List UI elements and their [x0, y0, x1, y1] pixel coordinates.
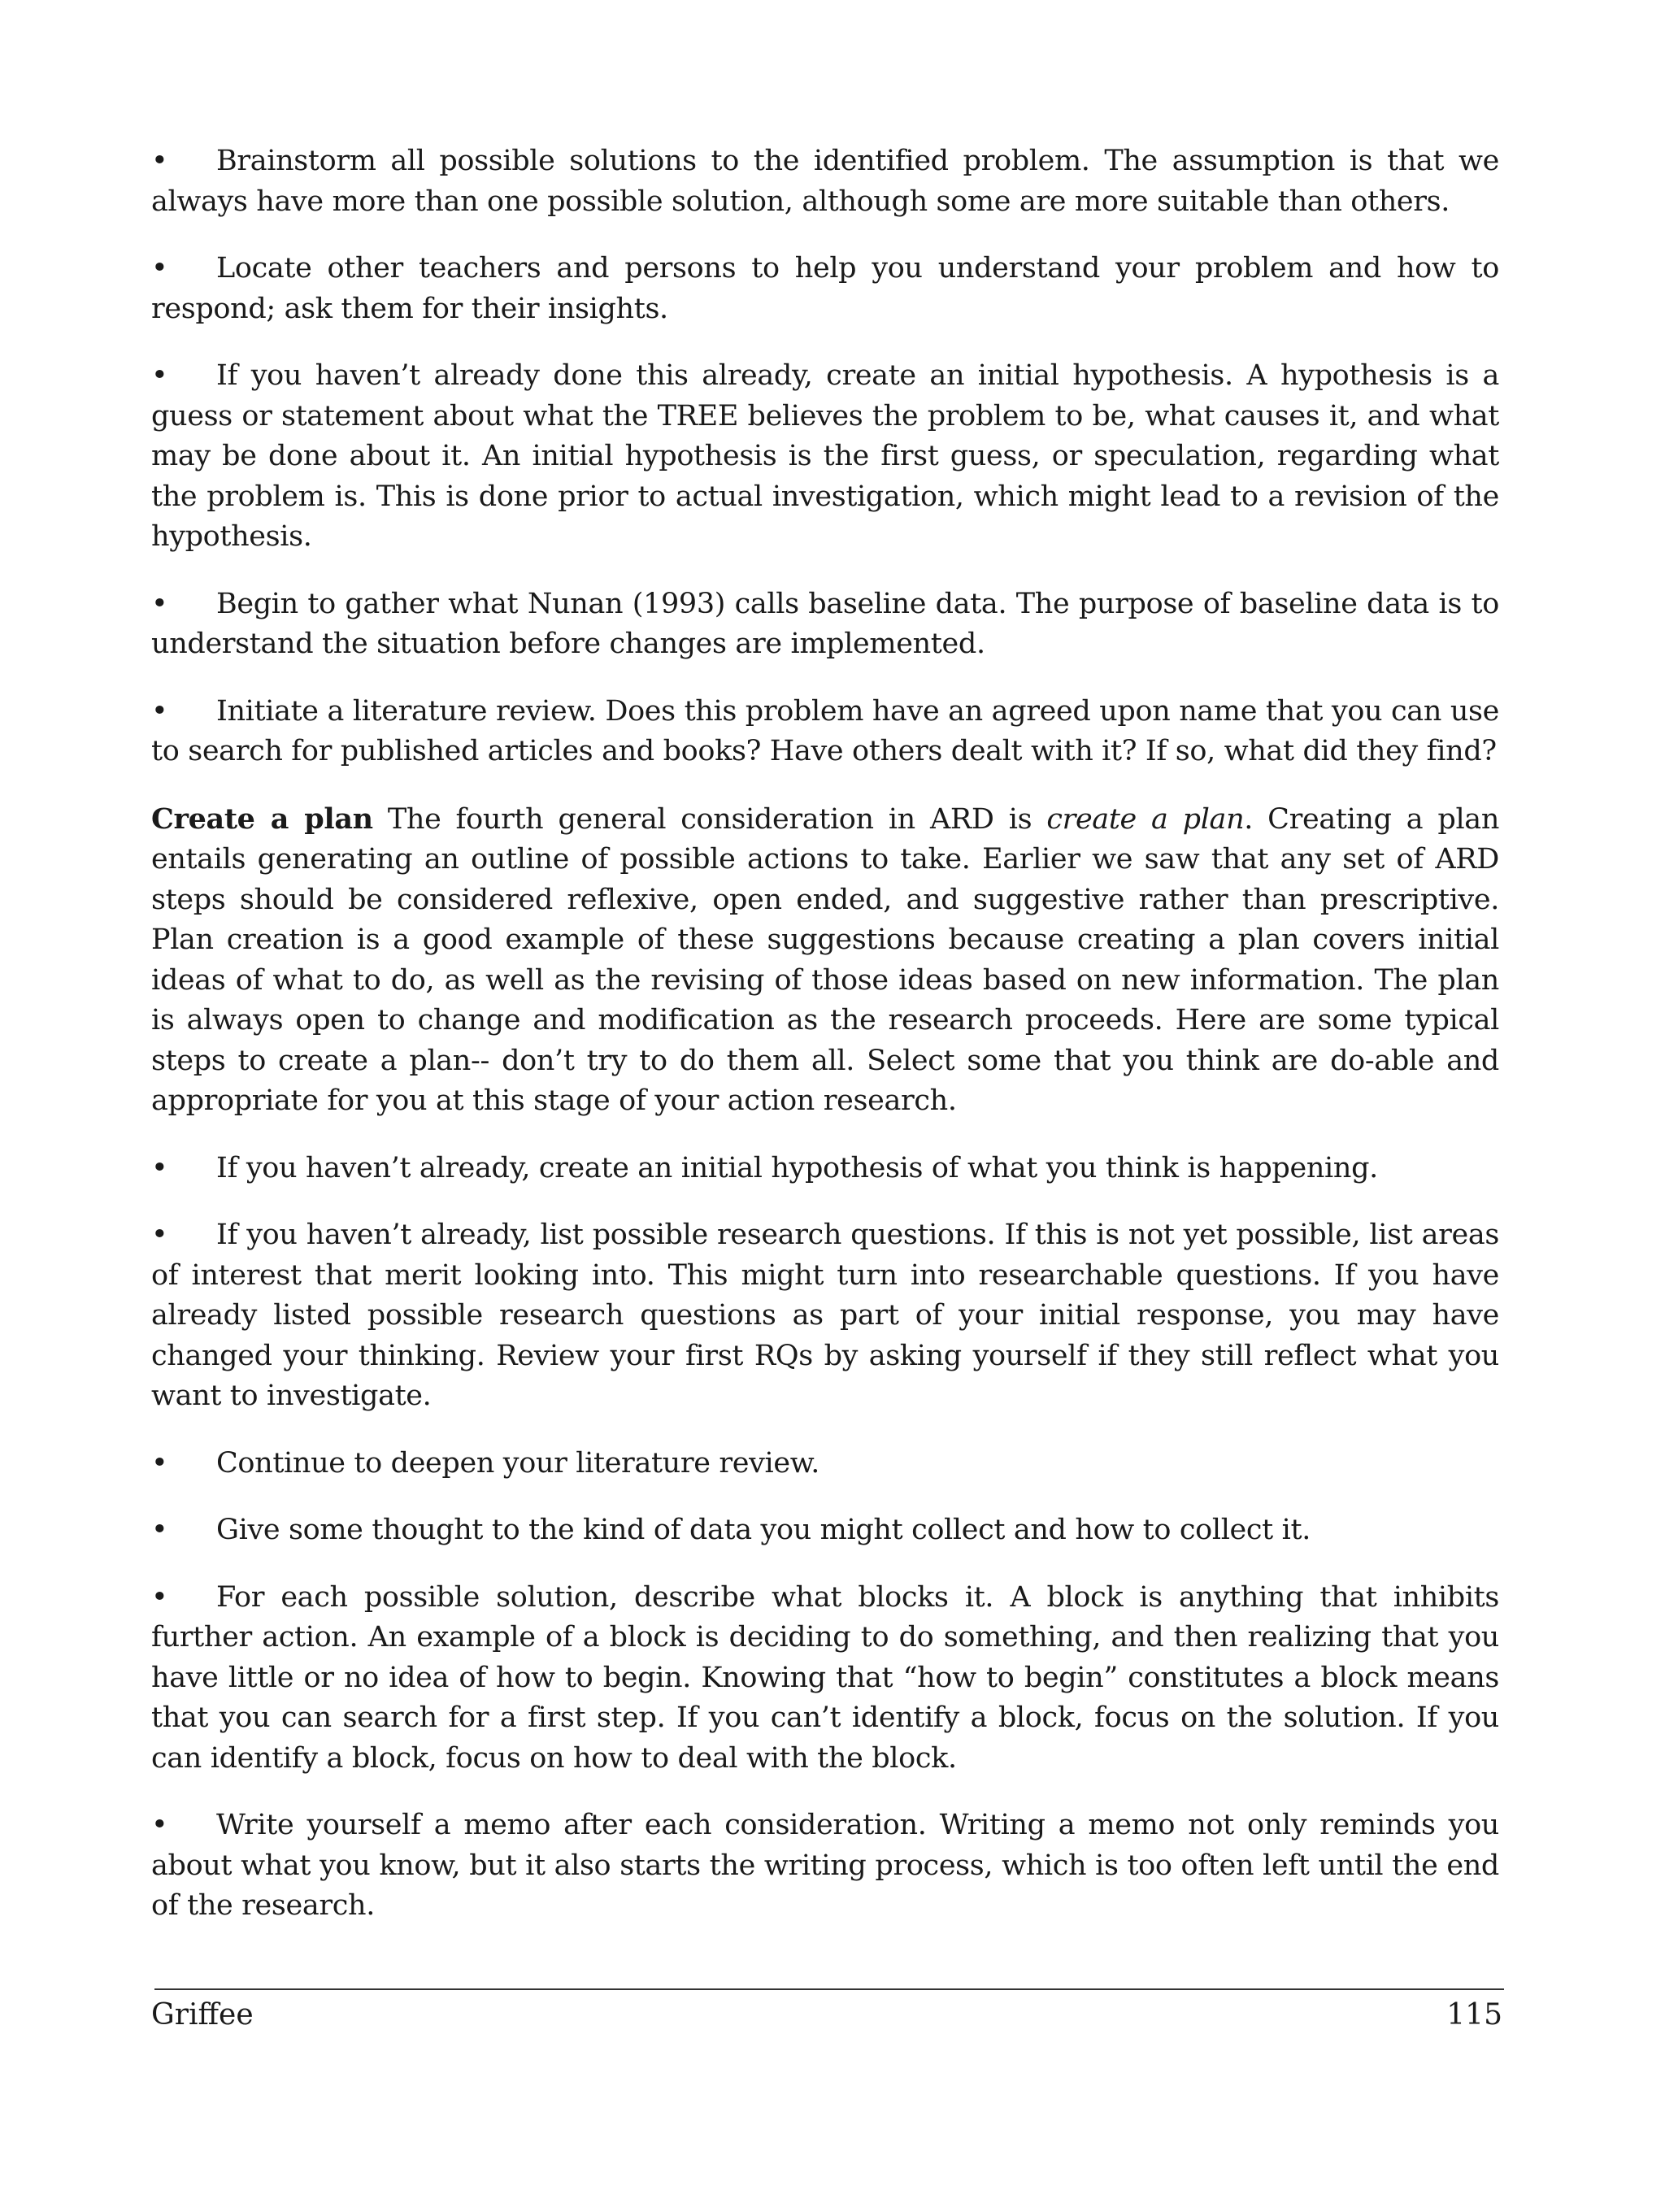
- list-item-text: Begin to gather what Nunan (1993) calls baseline data. The purpose of baseline data is to understand the situation before changes are implemented.: [151, 587, 1499, 660]
- italic-term: create a plan: [1046, 802, 1245, 836]
- list-item-text: Initiate a literature review. Does this problem have an agreed upon name that you can use to search for published articles and books? Have others dealt with it? If so, what did they find?: [151, 694, 1499, 767]
- list-item-text: Write yourself a memo after each consideration. Writing a memo not only reminds you about what you know, but it also starts the writing process, which is too often left until the end of the research.: [151, 1809, 1499, 1922]
- list-item: [151, 585, 1499, 665]
- bullet-icon: •: [151, 694, 168, 728]
- list-item: [151, 1806, 1499, 1927]
- list-item: [151, 1444, 1499, 1484]
- section-heading: Create a plan: [151, 802, 373, 836]
- list-item-text: For each possible solution, describe what blocks it. A block is anything that inhibits further action. An example of a block is deciding to do something, and then realizing that you have little or no idea of how to begin. Knowing that “how to begin” constitutes a block means that you can search for a first step. If you can’t identify a block, focus on the solution. If you can identify a block, focus on how to deal with the block.: [151, 1580, 1499, 1775]
- footer-divider: [154, 1988, 1504, 1990]
- list-item-text: If you haven’t already, create an initial hypothesis of what you think is happening.: [216, 1151, 1378, 1184]
- page-number: 115: [1446, 1998, 1502, 2032]
- paragraph-text: The fourth general consideration in ARD is: [372, 802, 1047, 836]
- list-item-text: Brainstorm all possible solutions to the identified problem. The assumption is that we always have more than one possible solution, although some are more suitable than others.: [151, 145, 1499, 218]
- bullet-icon: •: [151, 252, 168, 285]
- list-item-text: Give some thought to the kind of data you might collect and how to collect it.: [216, 1514, 1311, 1546]
- list-item-text: Continue to deepen your literature review.: [216, 1446, 819, 1480]
- list-item: [151, 1215, 1499, 1417]
- paragraph-text: . Creating a plan entails generating an outline of possible actions to take. Earlier we saw that any set of ARD steps should be considered reflexive, open ended, and suggestive rather than prescriptive. Plan creation is a good example of these suggestions because creating a plan covers initial ideas of what to do, as well as the revising of those ideas based on new information. The plan is always open to change and modification as the research proceeds. Here are some typical steps to create a plan-- don’t try to do them all. Select some that you think are do-able and appropriate for you at this stage of your action research.: [151, 802, 1500, 1117]
- list-item-text: If you haven’t already, list possible research questions. If this is not yet possible, list areas of interest that merit looking into. This might turn into researchable questions. If you have already listed possible research questions as part of your initial response, you may have changed your thinking. Review your first RQs by asking yourself if they still reflect what you want to investigate.: [151, 1219, 1499, 1412]
- create-plan-paragraph: [151, 799, 1499, 1122]
- list-item: [151, 1510, 1499, 1551]
- list-item: [151, 356, 1499, 558]
- list-item-text: Locate other teachers and persons to help you understand your problem and how to respond; ask them for their insights.: [151, 252, 1499, 325]
- list-item: [151, 141, 1499, 222]
- footer-author: Griffee: [151, 1998, 254, 2032]
- bullet-icon: •: [151, 359, 168, 392]
- list-item-text: If you haven’t already done this already, create an initial hypothesis. A hypothesis is a guess or statement about what the TREE believes the problem to be, what causes it, and what may be done about it. An initial hypothesis is the first guess, or speculation, regarding what the problem is. This is done prior to actual investigation, which might lead to a revision of the hypothesis.: [151, 359, 1499, 553]
- bullet-icon: •: [151, 1580, 168, 1614]
- bullet-icon: •: [151, 1219, 168, 1251]
- list-item: [151, 1578, 1499, 1780]
- bullet-icon: •: [151, 1809, 168, 1841]
- list-item: [151, 249, 1499, 329]
- bullet-icon: •: [151, 1514, 168, 1546]
- bullet-icon: •: [151, 587, 168, 620]
- list-item: [151, 692, 1499, 772]
- bullet-icon: •: [151, 1151, 168, 1184]
- list-item: [151, 1149, 1499, 1189]
- bullet-icon: •: [151, 1446, 168, 1480]
- bullet-icon: •: [151, 145, 168, 177]
- page-body: [151, 141, 1499, 1953]
